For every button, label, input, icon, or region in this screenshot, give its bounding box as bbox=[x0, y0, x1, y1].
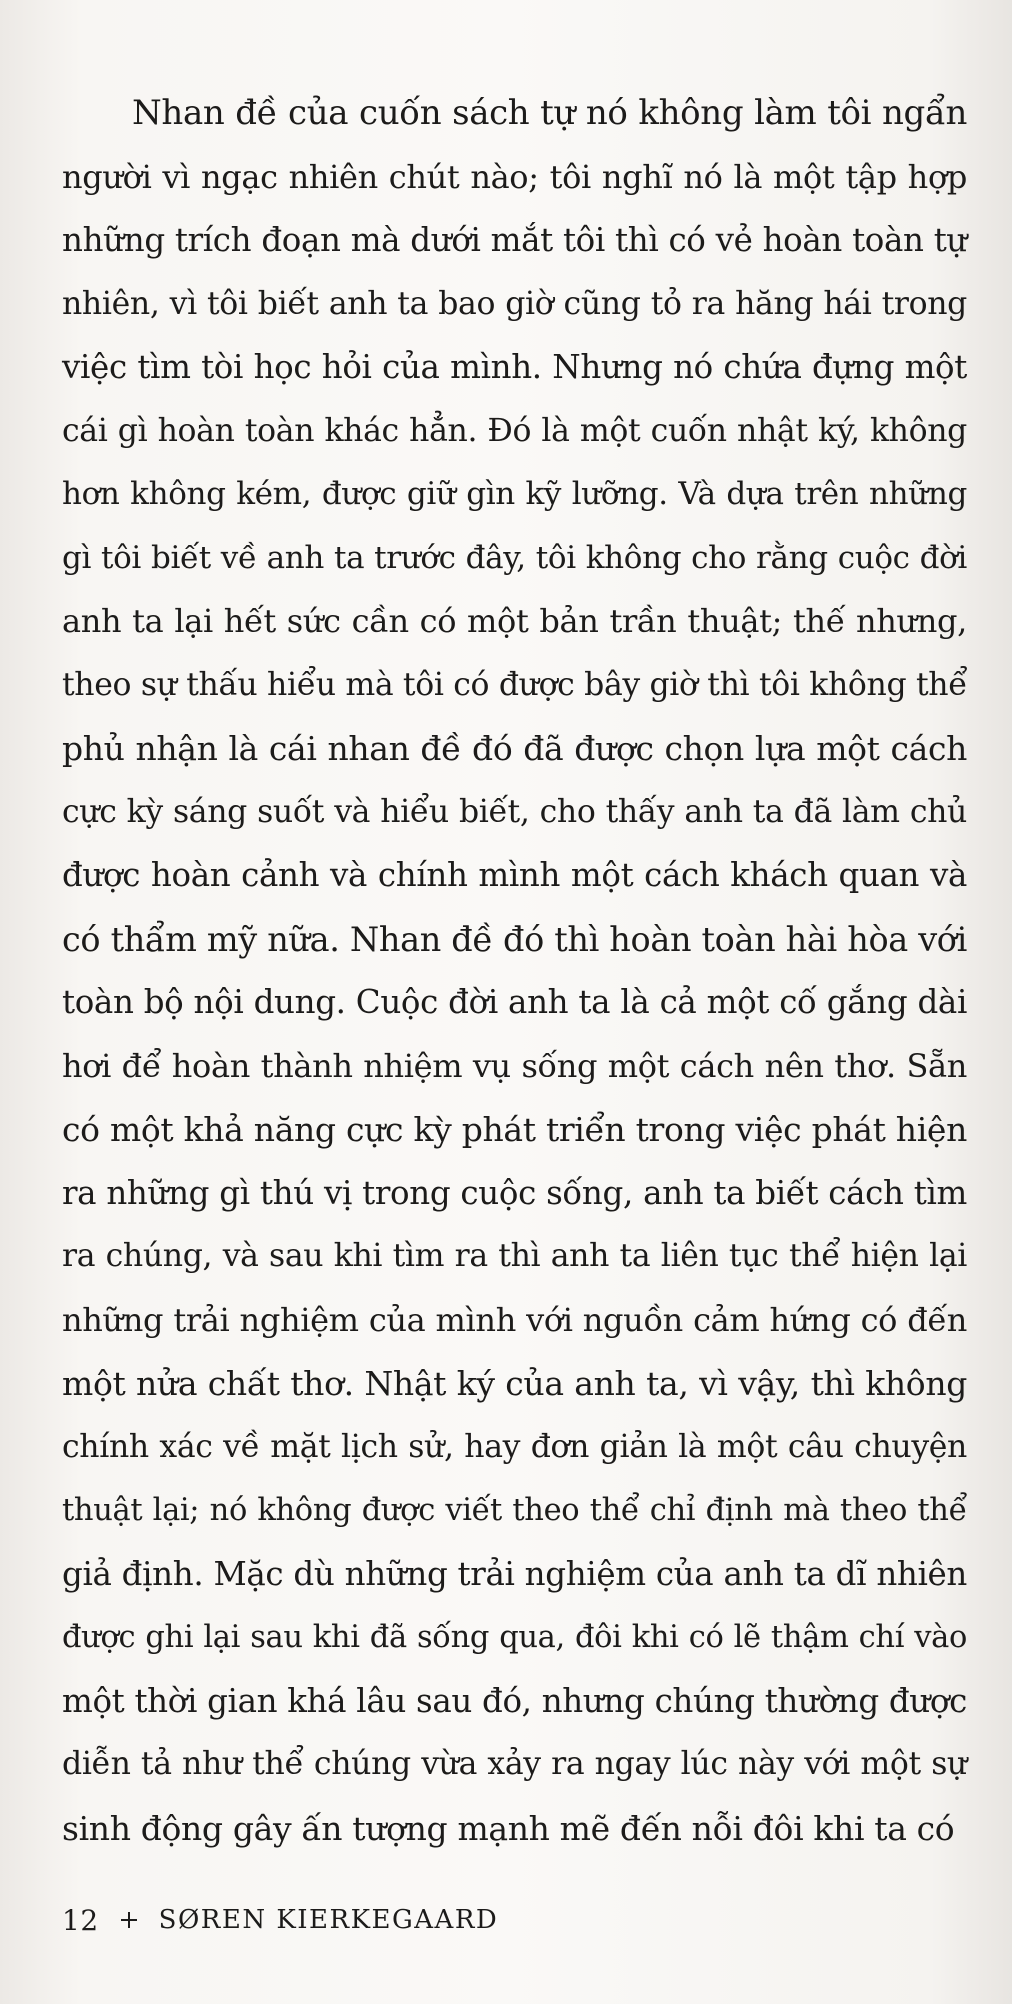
text-line: Nhan đề của cuốn sách tự nó không làm tôi ngẩn bbox=[132, 93, 967, 133]
text-line: phủ nhận là cái nhan đề đó đã được chọn lựa một cách bbox=[62, 729, 967, 768]
text-line: hơn không kém, được giữ gìn kỹ lưỡng. Và dựa trên những bbox=[62, 476, 967, 512]
text-line: những trải nghiệm của mình với nguồn cảm hứng có đến bbox=[62, 1300, 967, 1339]
text-line: gì tôi biết về anh ta trước đây, tôi không cho rằng cuộc đời bbox=[62, 539, 967, 576]
text-line: một thời gian khá lâu sau đó, nhưng chúng thường được bbox=[62, 1681, 967, 1720]
text-line: ra những gì thú vị trong cuộc sống, anh ta biết cách tìm bbox=[62, 1173, 967, 1212]
text-line: một nửa chất thơ. Nhật ký của anh ta, vì vậy, thì không bbox=[62, 1364, 967, 1403]
text-line: diễn tả như thể chúng vừa xảy ra ngay lúc này với một sự bbox=[62, 1746, 967, 1782]
text-line: nhiên, vì tôi biết anh ta bao giờ cũng tỏ ra hăng hái trong bbox=[62, 285, 967, 322]
text-line: anh ta lại hết sức cần có một bản trần thuật; thế nhưng, bbox=[62, 602, 967, 640]
text-line: ra chúng, và sau khi tìm ra thì anh ta liên tục thể hiện lại bbox=[62, 1238, 967, 1274]
text-line: có thẩm mỹ nữa. Nhan đề đó thì hoàn toàn hài hòa với bbox=[62, 919, 967, 959]
running-head-author: SØREN KIERKEGAARD bbox=[158, 1905, 499, 1935]
text-line: được ghi lại sau khi đã sống qua, đôi khi có lẽ thậm chí vào bbox=[62, 1620, 967, 1655]
text-line: theo sự thấu hiểu mà tôi có được bây giờ thì tôi không thể bbox=[62, 666, 968, 703]
text-line: hơi để hoàn thành nhiệm vụ sống một cách nên thơ. Sẵn bbox=[62, 1046, 967, 1085]
text-line: giả định. Mặc dù những trải nghiệm của anh ta dĩ nhiên bbox=[62, 1554, 967, 1593]
body-paragraph bbox=[62, 82, 967, 1860]
text-line: thuật lại; nó không được viết theo thể chỉ định mà theo thể bbox=[62, 1493, 967, 1528]
text-line: những trích đoạn mà dưới mắt tôi thì có vẻ hoàn toàn tự bbox=[62, 221, 967, 259]
text-line: người vì ngạc nhiên chút nào; tôi nghĩ nó là một tập hợp bbox=[62, 157, 967, 196]
text-line: có một khả năng cực kỳ phát triển trong việc phát hiện bbox=[62, 1110, 967, 1149]
text-line: việc tìm tòi học hỏi của mình. Nhưng nó chứa đựng một bbox=[62, 348, 967, 386]
text-line: cái gì hoàn toàn khác hẳn. Đó là một cuốn nhật ký, không bbox=[62, 412, 967, 449]
cross-ornament-icon bbox=[121, 1912, 137, 1928]
text-line: cực kỳ sáng suốt và hiểu biết, cho thấy anh ta đã làm chủ bbox=[62, 793, 967, 830]
text-line: chính xác về mặt lịch sử, hay đơn giản là một câu chuyện bbox=[62, 1428, 967, 1465]
text-line: toàn bộ nội dung. Cuộc đời anh ta là cả một cố gắng dài bbox=[62, 983, 967, 1021]
text-line: sinh động gây ấn tượng mạnh mẽ đến nỗi đôi khi ta có bbox=[62, 1808, 955, 1848]
text-line: được hoàn cảnh và chính mình một cách khách quan và bbox=[62, 856, 967, 894]
page-number: 12 bbox=[62, 1903, 99, 1937]
page-footer bbox=[62, 1900, 498, 1940]
